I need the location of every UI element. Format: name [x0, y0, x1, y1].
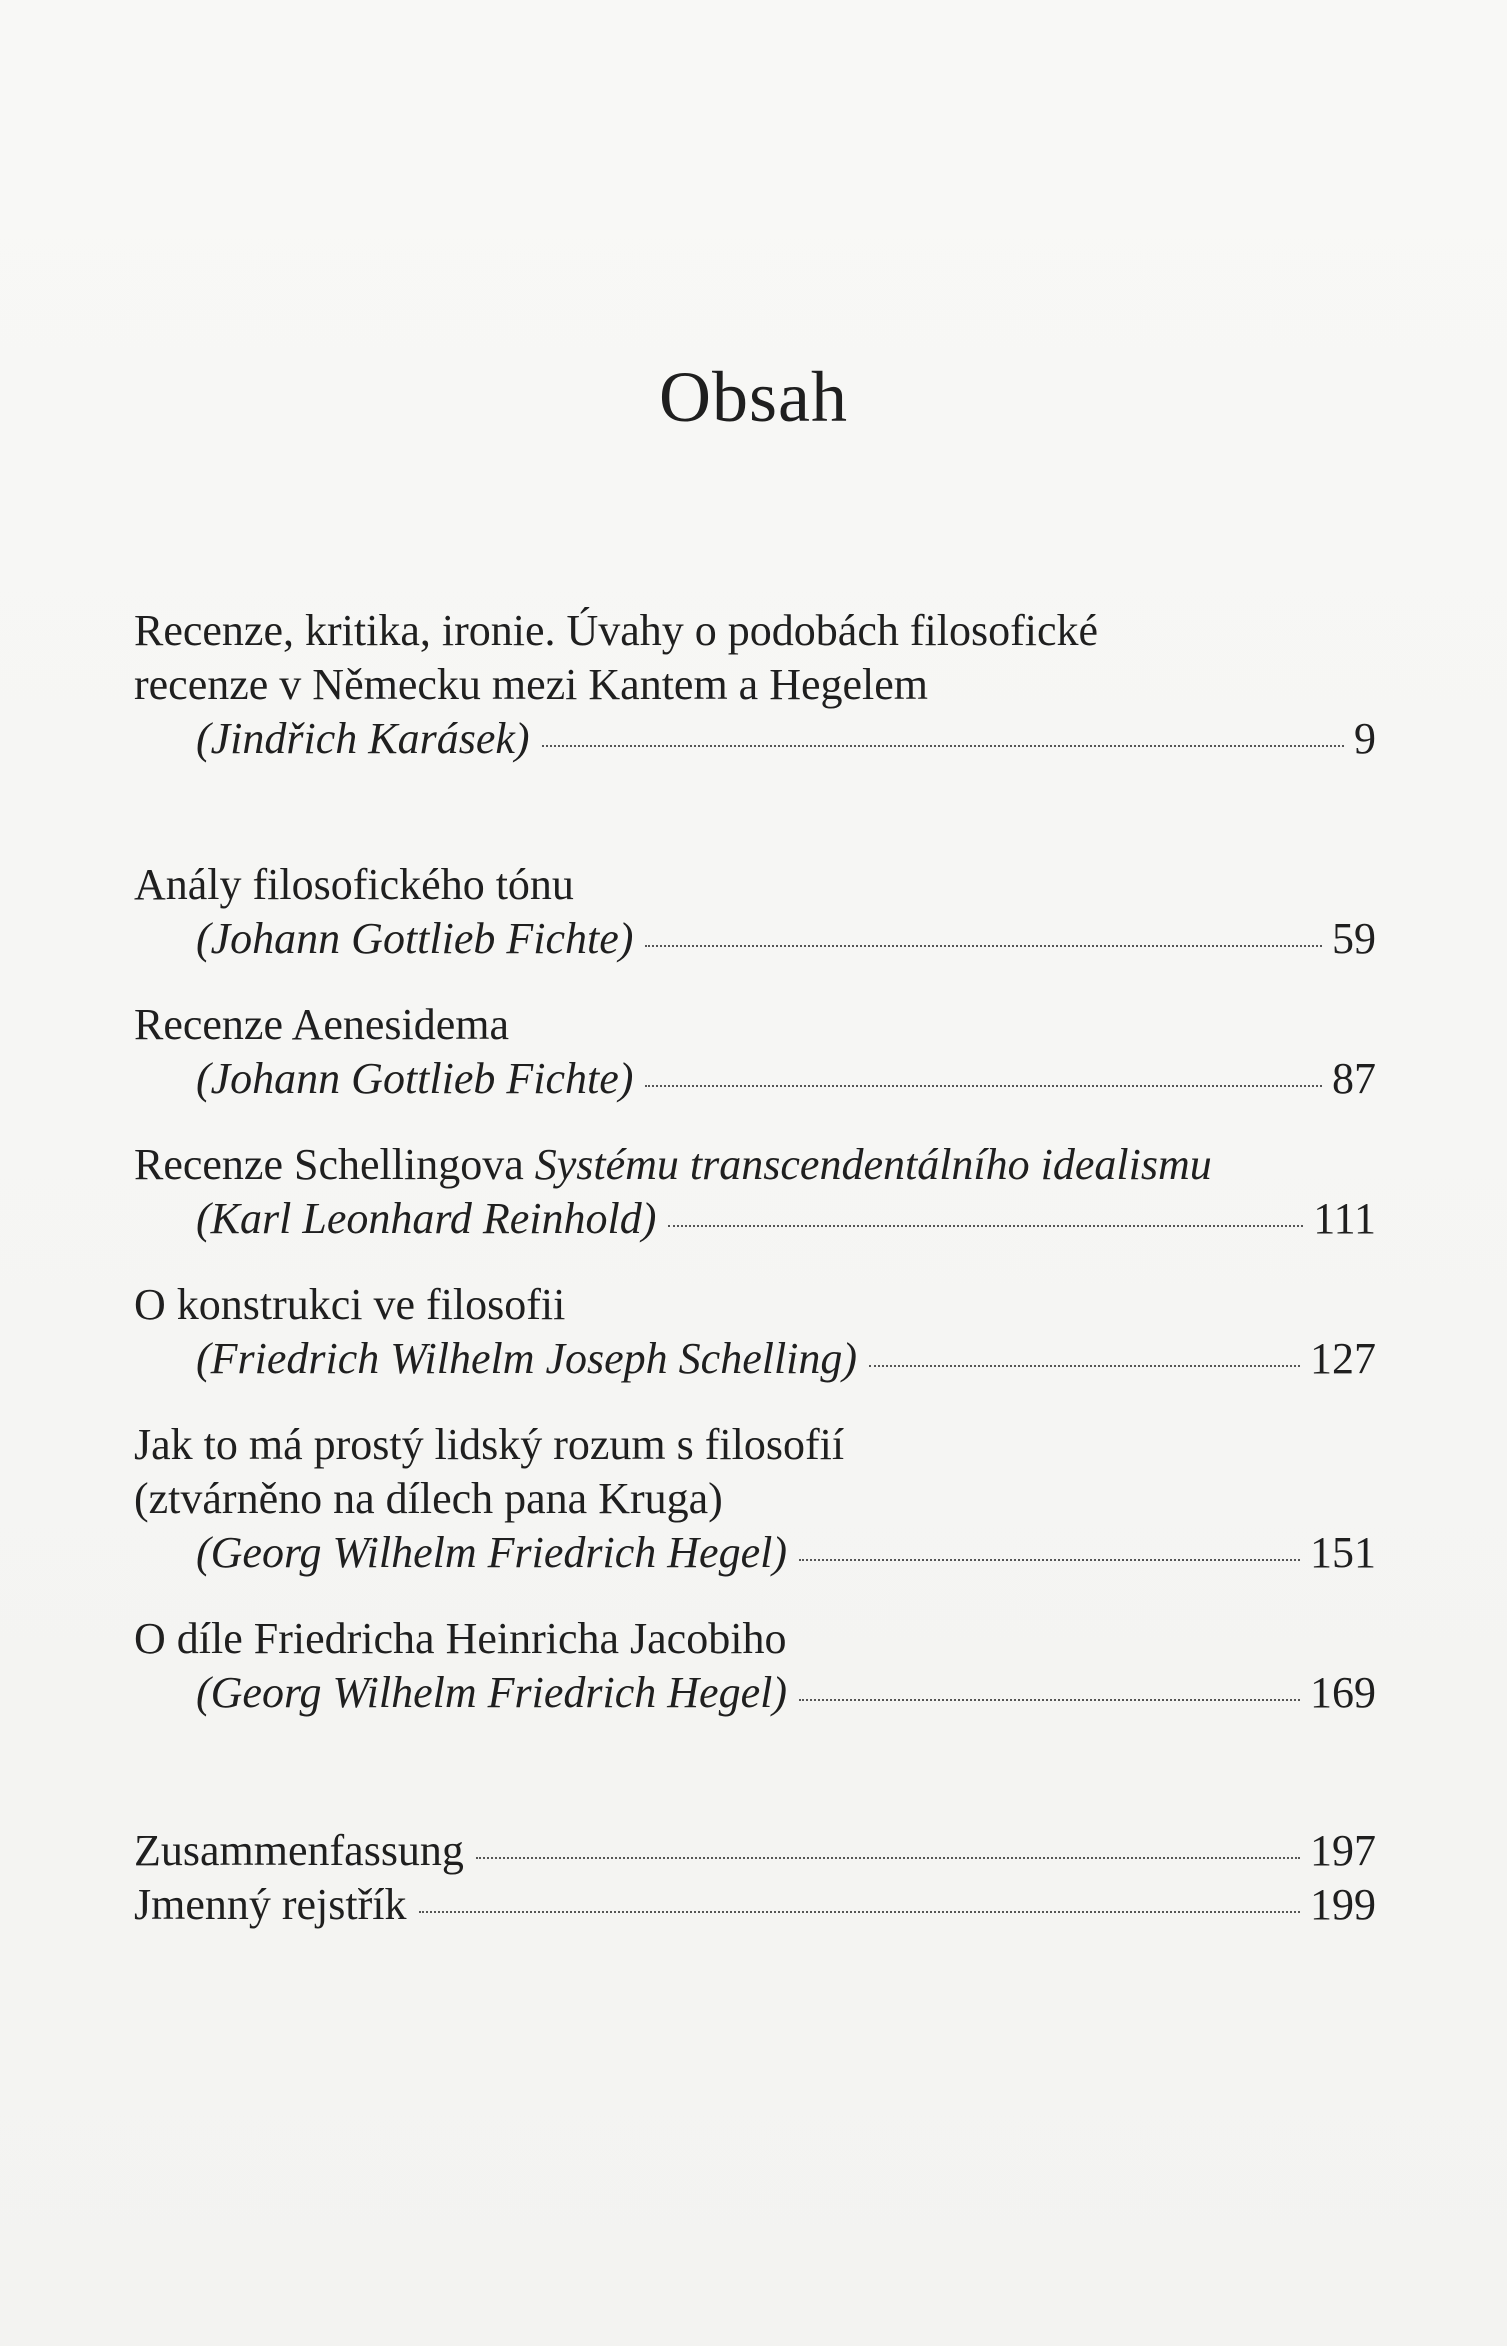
- toc-entry-leader: [134, 1824, 1376, 1878]
- dot-leader: [476, 1857, 1300, 1859]
- toc-entry-leader: [134, 1878, 1376, 1932]
- dot-leader: [419, 1911, 1300, 1913]
- toc-entry: [134, 998, 1376, 1106]
- toc-entry-page: 169: [1310, 1668, 1376, 1717]
- toc-entry-title-line: [134, 1138, 1376, 1192]
- toc-entry-leader: [134, 912, 1376, 966]
- dot-leader: [645, 1085, 1322, 1087]
- toc-back-matter-entry: [134, 1824, 1376, 1878]
- toc-entry-author: (Karl Leonhard Reinhold): [196, 1194, 657, 1243]
- toc-entry-leader: [134, 712, 1376, 766]
- table-of-contents: [134, 604, 1376, 1932]
- toc-entry-leader: [134, 1332, 1376, 1386]
- dot-leader: [645, 945, 1322, 947]
- dot-leader: [668, 1225, 1303, 1227]
- toc-entry-title-line: Jak to má prostý lidský rozum s filosofií: [134, 1420, 845, 1469]
- toc-entry-title-line: Anály filosofického tónu: [134, 860, 574, 909]
- toc-back-matter-entry: [134, 1878, 1376, 1932]
- toc-entry-title-prefix: Recenze Schellingova: [134, 1140, 535, 1189]
- toc-entry-title-italic: Systému transcendentálního idealismu: [534, 1140, 1212, 1189]
- toc-entry: [134, 1612, 1376, 1720]
- toc-entry-page: 111: [1313, 1194, 1376, 1243]
- toc-entry: [134, 1278, 1376, 1386]
- toc-entry-author: (Georg Wilhelm Friedrich Hegel): [196, 1528, 787, 1577]
- toc-entry-page: 199: [1310, 1880, 1376, 1929]
- toc-entry-leader: [134, 1192, 1376, 1246]
- toc-entry-title-line: Recenze Aenesidema: [134, 1000, 510, 1049]
- toc-entry-page: 87: [1332, 1054, 1376, 1103]
- toc-entry-leader: [134, 1666, 1376, 1720]
- toc-entry: [134, 1138, 1376, 1246]
- toc-entry-title-line: (ztvárněno na dílech pana Kruga): [134, 1474, 723, 1523]
- toc-entry-author: (Johann Gottlieb Fichte): [196, 1054, 634, 1103]
- dot-leader: [869, 1365, 1300, 1367]
- toc-entry-label: Jmenný rejstřík: [134, 1880, 407, 1929]
- toc-entry-title-line: O konstrukci ve filosofii: [134, 1280, 566, 1329]
- dot-leader: [542, 745, 1344, 747]
- toc-entry-leader: [134, 1526, 1376, 1580]
- toc-entry-author: (Jindřich Karásek): [196, 714, 530, 763]
- toc-entry-page: 59: [1332, 914, 1376, 963]
- toc-entry-page: 151: [1310, 1528, 1376, 1577]
- dot-leader: [799, 1559, 1300, 1561]
- toc-entry-page: 127: [1310, 1334, 1376, 1383]
- toc-entry-title-line: O díle Friedricha Heinricha Jacobiho: [134, 1614, 787, 1663]
- toc-entry-author: (Friedrich Wilhelm Joseph Schelling): [196, 1334, 858, 1383]
- toc-entry-author: (Johann Gottlieb Fichte): [196, 914, 634, 963]
- toc-entry: [134, 604, 1376, 766]
- toc-entry-title-line: Recenze, kritika, ironie. Úvahy o podobách filosofické: [134, 606, 1099, 655]
- toc-entry: [134, 1418, 1376, 1580]
- toc-entry-leader: [134, 1052, 1376, 1106]
- toc-entry-title-line: recenze v Německu mezi Kantem a Hegelem: [134, 660, 929, 709]
- toc-entry-page: 9: [1354, 714, 1376, 763]
- dot-leader: [799, 1699, 1300, 1701]
- page-title: Obsah: [659, 357, 848, 438]
- toc-entry: [134, 858, 1376, 966]
- toc-entry-page: 197: [1310, 1826, 1376, 1875]
- toc-entry-label: Zusammenfassung: [134, 1826, 464, 1875]
- toc-entry-author: (Georg Wilhelm Friedrich Hegel): [196, 1668, 787, 1717]
